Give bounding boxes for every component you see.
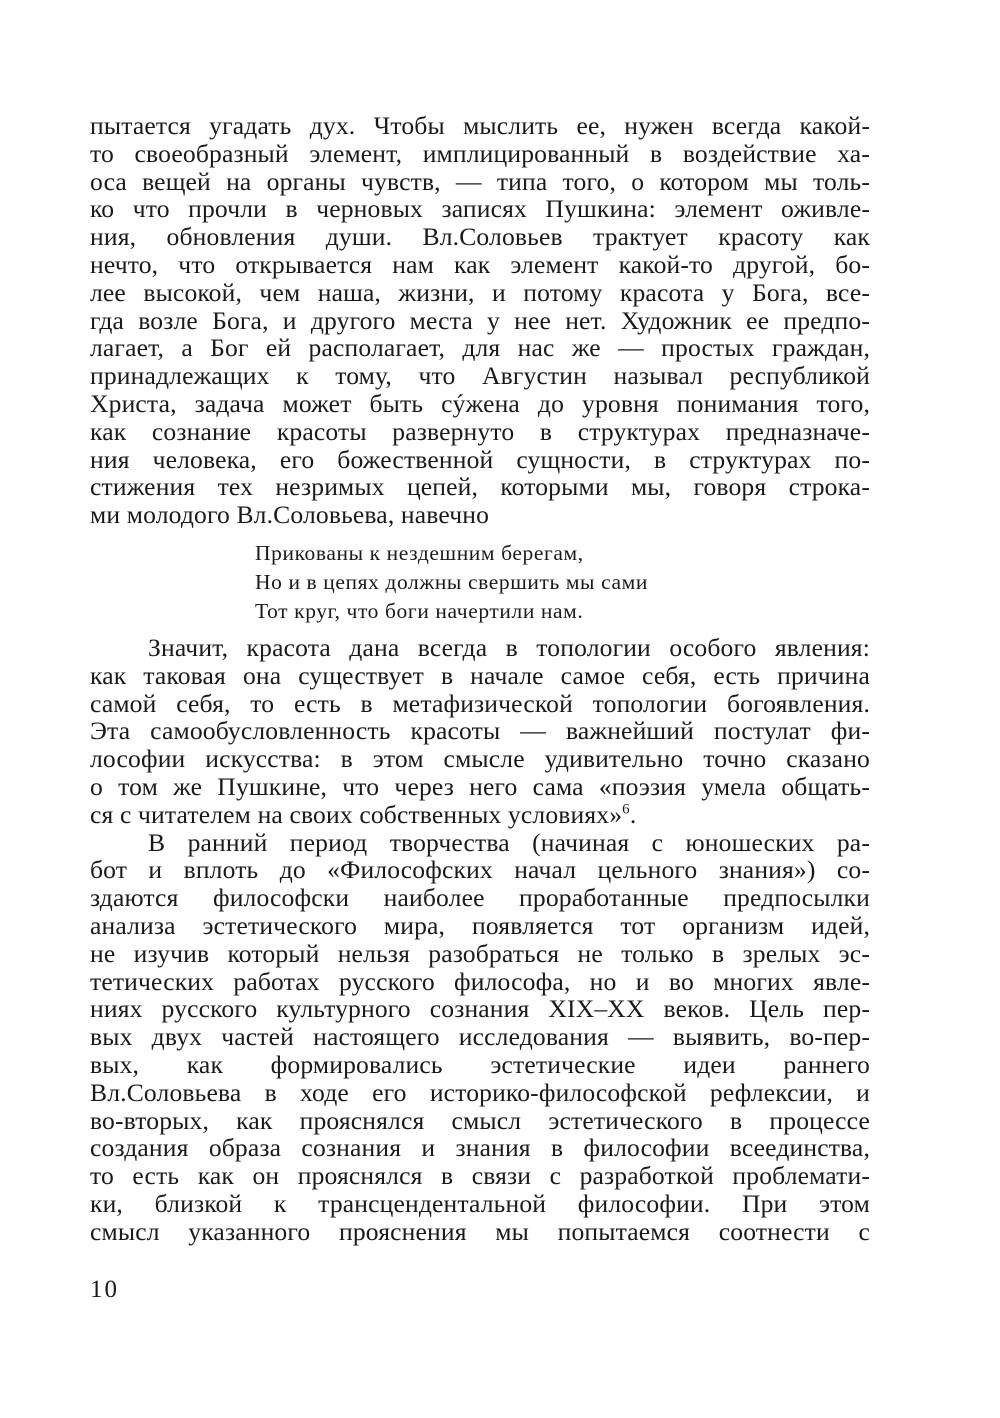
text-line: как сознание красоты развернуто в структурах предназначе- xyxy=(90,416,870,446)
poem-quote xyxy=(255,539,870,626)
text-line: здаются философски наиболее проработанные предпосылки xyxy=(90,883,870,913)
text-line: ко что прочли в черновых записях Пушкина: элемент оживле- xyxy=(90,194,870,224)
text-line: как таковая она существует в начале самое себя, есть причина xyxy=(90,660,870,690)
text-line: оса вещей на органы чувств, — типа того, о котором мы толь- xyxy=(90,166,870,196)
text-line: ниях русского культурного сознания XIX–XX веков. Цель пер- xyxy=(90,994,870,1024)
text-line: гда возле Бога, и другого места у нее нет. Художник ее предпо- xyxy=(90,305,870,335)
text-line: вых, как формировались эстетические идеи раннего xyxy=(90,1049,870,1079)
text-line: то своеобразный элемент, имплицированный в воздействие ха- xyxy=(90,138,870,168)
text-line: Вл.Соловьева в ходе его историко-философской рефлексии, и xyxy=(90,1077,870,1107)
text-line: создания образа сознания и знания в философии всеединства, xyxy=(90,1133,870,1163)
text-line: нечто, что открывается нам как элемент какой-то другой, бо- xyxy=(90,249,870,279)
text-line: то есть как он прояснялся в связи с разработкой проблемати- xyxy=(90,1161,870,1191)
text-line: лософии искусства: в этом смысле удивительно точно сказано xyxy=(90,744,870,774)
text-line: во-вторых, как прояснялся смысл эстетического в процессе xyxy=(90,1105,870,1135)
footnote-mark[interactable]: 6 xyxy=(622,801,630,818)
text-line: не изучив который нельзя разобраться не только в зрелых эс- xyxy=(90,938,870,968)
paragraph-3 xyxy=(90,829,870,1246)
text-line: Христа, задача может быть сýжена до уровня понимания того, xyxy=(90,388,870,418)
text-line: принадлежащих к тому, что Августин называл республикой xyxy=(90,361,870,391)
page-number: 10 xyxy=(90,1276,119,1303)
text-line: В ранний период творчества (начиная с юношеских ра- xyxy=(148,827,870,857)
text-line: вых двух частей настоящего исследования — выявить, во-пер- xyxy=(90,1022,870,1052)
page-body xyxy=(90,112,870,1245)
text-line: Эта самообусловленность красоты — важнейший постулат фи- xyxy=(90,716,870,746)
paragraph-2 xyxy=(90,634,870,829)
text-line: бот и вплоть до «Философских начал цельного знания») со- xyxy=(90,855,870,885)
text-line: лагает, а Бог ей располагает, для нас же — простых граждан, xyxy=(90,333,870,363)
text-fragment: ся с читателем на своих собственных условиях» xyxy=(90,799,623,829)
text-line: ки, близкой к трансцендентальной философии. При этом xyxy=(90,1188,870,1218)
text-line: стижения тех незримых цепей, которыми мы, говоря строка- xyxy=(90,472,870,502)
text-line: смысл указанного прояснения мы попытаемся соотнести с xyxy=(90,1216,870,1246)
text-line: тетических работах русского философа, но и во многих явле- xyxy=(90,966,870,996)
text-line: Значит, красота дана всегда в топологии особого явления: xyxy=(148,632,870,662)
text-line: самой себя, то есть в метафизической топологии богоявления. xyxy=(90,688,870,718)
poem-line: Но и в цепях должны свершить мы сами xyxy=(255,569,648,594)
paragraph-1 xyxy=(90,112,870,529)
poem-line: Тот круг, что боги начертили нам. xyxy=(255,598,584,623)
text-line: лее высокой, чем наша, жизни, и потому красота у Бога, все- xyxy=(90,277,870,307)
text-line: ми молодого Вл.Соловьева, навечно xyxy=(90,500,490,530)
text-line-with-footnote xyxy=(90,801,870,829)
text-line: ния, обновления души. Вл.Соловьев трактует красоту как xyxy=(90,222,870,252)
text-line: ния человека, его божественной сущности, в структурах по- xyxy=(90,444,870,474)
text-line: анализа эстетического мира, появляется тот организм идей, xyxy=(90,910,870,940)
text-fragment: . xyxy=(629,799,637,829)
poem-line: Прикованы к нездешним берегам, xyxy=(255,540,584,565)
text-line: пытается угадать дух. Чтобы мыслить ее, нужен всегда какой- xyxy=(90,111,870,140)
text-line: о том же Пушкине, что через него сама «поэзия умела общать- xyxy=(90,771,870,801)
